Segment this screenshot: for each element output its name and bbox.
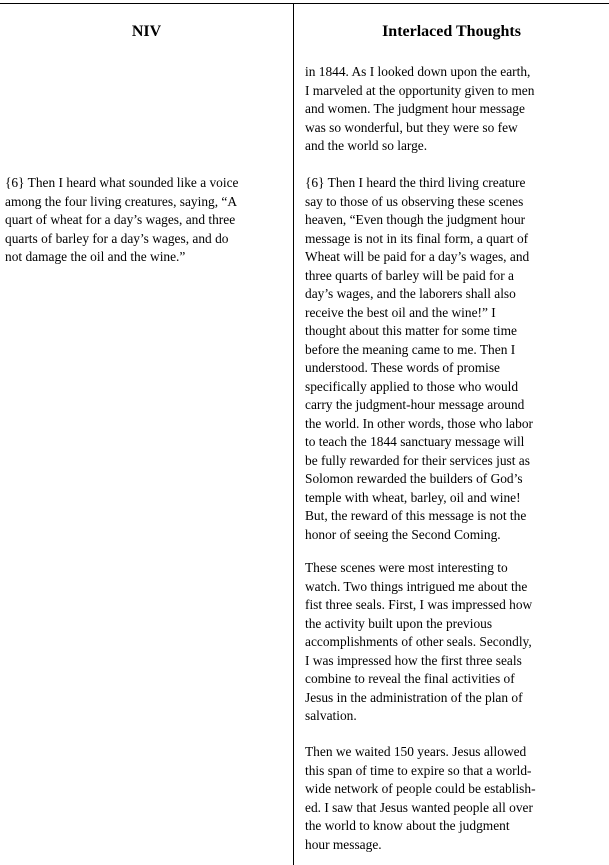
text-line: accomplishments of other seals. Secondly, bbox=[305, 634, 532, 649]
text-line: say to those of us observing these scenes bbox=[305, 193, 524, 209]
text-line: I was impressed how the first three seals bbox=[305, 652, 522, 668]
text-line: salvation. bbox=[305, 708, 357, 723]
interlaced-paragraph-2 bbox=[305, 174, 533, 544]
text-line: thought about this matter for some time bbox=[305, 323, 517, 338]
text-line: {6} Then I heard the third living creature bbox=[305, 175, 526, 190]
text-line: But, the reward of this message is not the bbox=[305, 508, 527, 523]
text-line: heaven, “Even though the judgment hour bbox=[305, 212, 526, 227]
text-line: the activity built upon the previous bbox=[305, 615, 493, 631]
text-line: {6} Then I heard what sounded like a voice bbox=[5, 175, 239, 190]
text-line: Solomon rewarded the builders of God’s bbox=[305, 471, 523, 486]
text-line: ed. I saw that Jesus wanted people all over bbox=[305, 799, 533, 815]
text-line: Wheat will be paid for a day’s wages, and bbox=[305, 249, 530, 264]
interlaced-paragraph-3 bbox=[305, 559, 532, 726]
text-line: and women. The judgment hour message bbox=[305, 101, 525, 116]
text-line: These scenes were most interesting to bbox=[305, 560, 508, 575]
niv-verse-6 bbox=[5, 174, 238, 267]
text-line: in 1844. As I looked down upon the earth, bbox=[305, 64, 531, 79]
text-line: wide network of people could be establish- bbox=[305, 781, 536, 796]
text-line: to teach the 1844 sanctuary message will bbox=[305, 434, 525, 449]
text-line: quart of wheat for a day’s wages, and three bbox=[5, 212, 236, 227]
column-divider bbox=[293, 3, 294, 865]
text-line: fist three seals. First, I was impressed how bbox=[305, 597, 533, 612]
table-top-rule bbox=[0, 3, 609, 4]
text-line: and the world so large. bbox=[305, 138, 428, 153]
text-line: before the meaning came to me. Then I bbox=[305, 341, 516, 357]
text-line: honor of seeing the Second Coming. bbox=[305, 526, 501, 542]
text-line: not damage the oil and the wine.” bbox=[5, 249, 186, 264]
interlaced-thoughts-column-header: Interlaced Thoughts bbox=[382, 23, 521, 40]
text-line: was so wonderful, but they were so few bbox=[305, 119, 518, 135]
text-line: temple with wheat, barley, oil and wine! bbox=[305, 489, 521, 505]
text-line: hour message. bbox=[305, 836, 382, 852]
text-line: day’s wages, and the laborers shall also bbox=[305, 286, 516, 301]
text-line: carry the judgment-hour message around bbox=[305, 397, 525, 412]
text-line: three quarts of barley will be paid for a bbox=[305, 267, 514, 283]
text-line: Then we waited 150 years. Jesus allowed bbox=[305, 744, 527, 759]
text-line: receive the best oil and the wine!” I bbox=[305, 304, 496, 320]
text-line: among the four living creatures, saying, “A bbox=[5, 193, 238, 209]
text-line: specifically applied to those who would bbox=[305, 378, 519, 394]
text-line: understood. These words of promise bbox=[305, 360, 501, 375]
text-line: Jesus in the administration of the plan of bbox=[305, 689, 523, 705]
interlaced-paragraph-1 bbox=[305, 63, 534, 156]
text-line: quarts of barley for a day’s wages, and do bbox=[5, 230, 229, 246]
text-line: this span of time to expire so that a world- bbox=[305, 762, 532, 778]
interlaced-paragraph-4 bbox=[305, 743, 536, 854]
text-line: the world. In other words, those who labor bbox=[305, 415, 533, 431]
niv-column-header: NIV bbox=[131, 23, 162, 40]
text-line: be fully rewarded for their services just as bbox=[305, 452, 530, 468]
text-line: watch. Two things intrigued me about the bbox=[305, 578, 528, 594]
text-line: message is not in its final form, a quart of bbox=[305, 230, 529, 246]
text-line: I marveled at the opportunity given to men bbox=[305, 82, 535, 98]
text-line: combine to reveal the final activities of bbox=[305, 671, 515, 686]
text-line: the world to know about the judgment bbox=[305, 818, 510, 833]
